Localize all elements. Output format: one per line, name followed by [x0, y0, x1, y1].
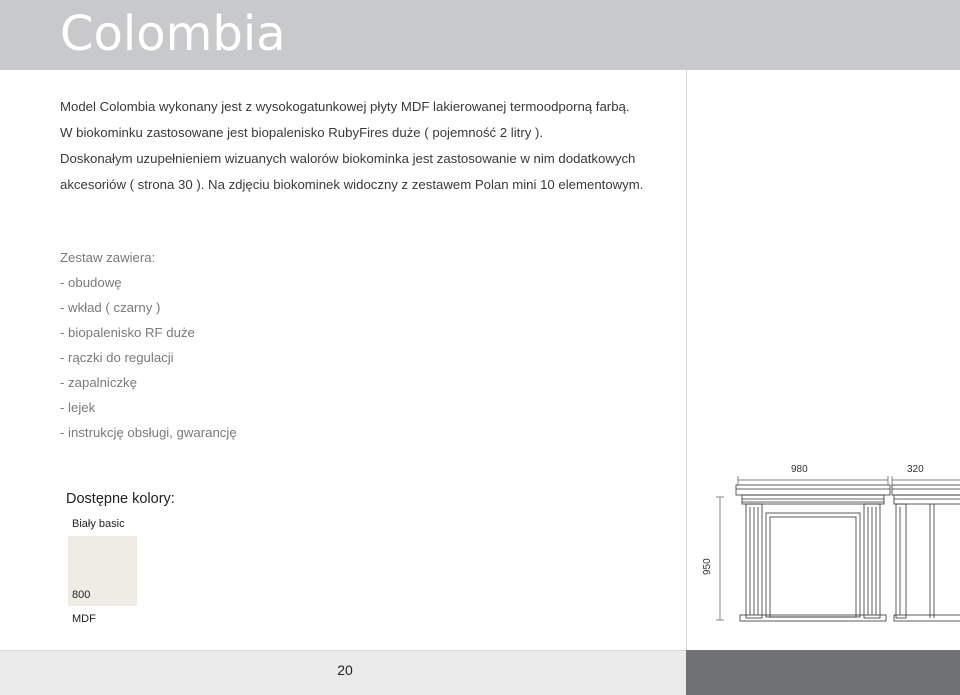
- depth-dimension: 320: [907, 464, 924, 475]
- page-header: [0, 0, 960, 70]
- description-line-3: Doskonałym uzupełnieniem wizuanych walorów biokominka jest zastosowanie w nim dodatkowych: [60, 151, 636, 166]
- fireplace-technical-drawing: [694, 455, 960, 645]
- description-line-2: W biokominku zastosowane jest biopalenisko RubyFires duże ( pojemność 2 litry ).: [60, 125, 544, 140]
- kit-item: - zapalniczkę: [60, 375, 137, 390]
- kit-item: - biopalenisko RF duże: [60, 325, 195, 340]
- kit-item: - lejek: [60, 400, 96, 415]
- kit-item: - obudowę: [60, 275, 122, 290]
- height-dimension: 950: [702, 558, 713, 575]
- kit-item: - instrukcję obsługi, gwarancję: [60, 425, 237, 440]
- column-divider: [686, 70, 687, 650]
- swatch-name: Biały basic: [72, 518, 125, 530]
- colors-heading: Dostępne kolory:: [66, 491, 175, 507]
- footer-accent: [686, 650, 960, 695]
- width-dimension: 980: [791, 464, 808, 475]
- description-line-1: Model Colombia wykonany jest z wysokogatunkowej płyty MDF lakierowanej termoodporną farbą.: [60, 99, 630, 114]
- front-view: [736, 485, 890, 621]
- page-title: Colombia: [60, 6, 286, 62]
- kit-item: - rączki do regulacji: [60, 350, 174, 365]
- description-line-4: akcesoriów ( strona 30 ). Na zdjęciu biokominek widoczny z zestawem Polan mini 10 elementowym.: [60, 177, 644, 192]
- side-view: [892, 485, 960, 621]
- kit-item: - wkład ( czarny ): [60, 300, 161, 315]
- swatch-code: 800: [72, 589, 91, 601]
- kit-heading: Zestaw zawiera:: [60, 250, 156, 265]
- page-number: 20: [337, 662, 353, 678]
- swatch-material: MDF: [72, 613, 96, 625]
